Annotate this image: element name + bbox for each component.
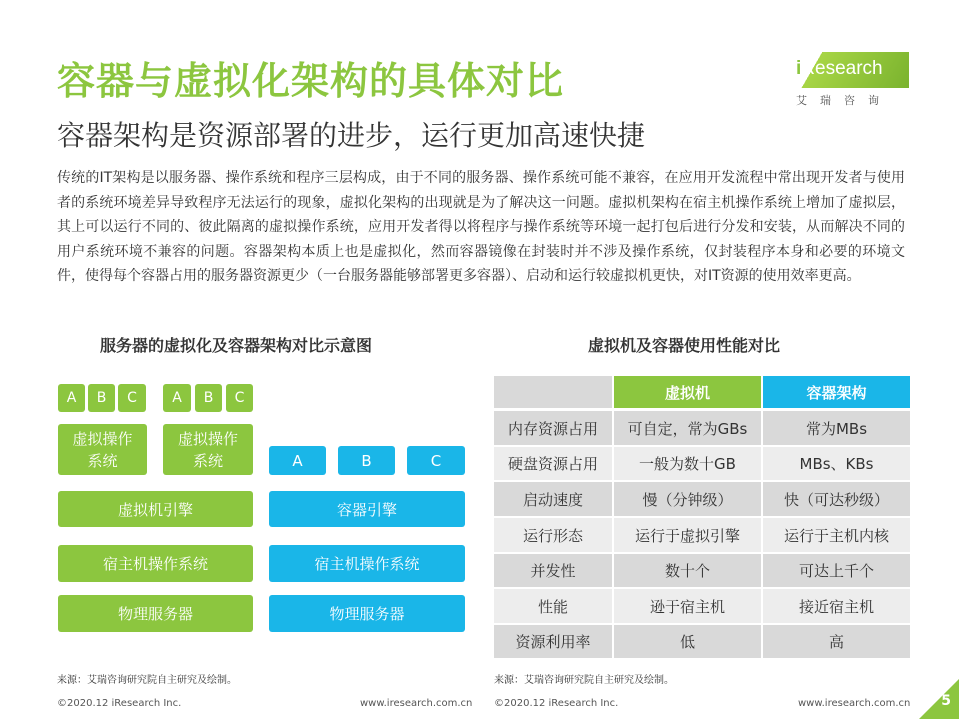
footer-copyright-right: ©2020.12 iResearch Inc. (494, 698, 619, 709)
table-cell: 接近宿主机 (763, 589, 910, 623)
table-cell: 逊于宿主机 (614, 589, 761, 623)
table-cell: 低 (614, 625, 761, 658)
iresearch-logo (792, 52, 920, 110)
table-title: 虚拟机及容器使用性能对比 (588, 336, 781, 355)
container-app-c: C (407, 446, 465, 475)
vm-engine: 虚拟机引擎 (58, 491, 253, 527)
vm-app-a-1: A (58, 384, 85, 412)
comparison-table (494, 376, 910, 658)
table-cell: 可达上千个 (763, 554, 910, 587)
table-cell: 内存资源占用 (494, 411, 612, 445)
container-engine: 容器引擎 (269, 491, 465, 527)
table-header-vm: 虚拟机 (614, 376, 761, 408)
table-header-container: 容器架构 (763, 376, 910, 408)
container-host-os: 宿主机操作系统 (269, 545, 465, 582)
vm-physical-server: 物理服务器 (58, 595, 253, 632)
container-app-b: B (338, 446, 395, 475)
vm-app-c-2: C (226, 384, 253, 412)
logo-chinese-name: 艾瑞咨询 (796, 94, 892, 107)
page-title: 容器与虚拟化架构的具体对比 (57, 59, 565, 103)
table-source: 来源：艾瑞咨询研究院自主研究及绘制。 (494, 675, 674, 686)
table-cell: 运行于虚拟引擎 (614, 518, 761, 552)
page-number: 5 (941, 693, 951, 709)
table-cell: 常为MBs (763, 411, 910, 445)
table-cell: 硬盘资源占用 (494, 447, 612, 480)
vm-app-a-2: A (163, 384, 191, 412)
intro-paragraph: 传统的IT架构是以服务器、操作系统和程序三层构成，由于不同的服务器、操作系统可能不兼容，在应用开发流程中常出现开发者与使用者的系统环境差异导致程序无法运行的现象，虚拟化架构的出现就是为了解决这一问题。虚拟机架构在宿主机操作系统上增加了虚拟层，其上可以运行不同的、彼此隔离的虚拟操作系统，应用开发者得以将程序与操作系统等环境一起打包后进行分发和安装，从而解决不同的用户系统环境不兼容的问题。容器架构本质上也是虚拟化，然而容器镜像在封装时并不涉及操作系统，仅封装程序本身和必要的环境文件，使得每个容器占用的服务器资源更少（一台服务器能够部署更多容器）、启动和运行较虚拟机更快，对IT资源的使用效率更高。 (57, 170, 905, 284)
vm-app-b-1: B (88, 384, 115, 412)
table-cell: 运行于主机内核 (763, 518, 910, 552)
vm-guest-os-2: 虚拟操作系统 (163, 424, 253, 475)
vm-guest-os-1: 虚拟操作系统 (58, 424, 147, 475)
table-cell: 可自定，常为GBs (614, 411, 761, 445)
footer-copyright-left: ©2020.12 iResearch Inc. (57, 698, 182, 709)
diagram-source: 来源：艾瑞咨询研究院自主研究及绘制。 (57, 675, 237, 686)
table-cell: 数十个 (614, 554, 761, 587)
footer-url-right[interactable]: www.iresearch.com.cn (798, 698, 911, 709)
page-subtitle: 容器架构是资源部署的进步，运行更加高速快捷 (57, 119, 646, 152)
vm-host-os: 宿主机操作系统 (58, 545, 253, 582)
page-corner-triangle (919, 679, 959, 719)
table-header-corner (494, 376, 612, 408)
table-cell: 运行形态 (494, 518, 612, 552)
container-physical-server: 物理服务器 (269, 595, 465, 632)
table-cell: 并发性 (494, 554, 612, 587)
table-cell: 资源利用率 (494, 625, 612, 658)
diagram-title: 服务器的虚拟化及容器架构对比示意图 (100, 336, 373, 355)
vm-app-b-2: B (195, 384, 222, 412)
footer-url-left[interactable]: www.iresearch.com.cn (360, 698, 473, 709)
table-cell: 高 (763, 625, 910, 658)
logo-wordmark: iResearch (796, 58, 883, 79)
vm-app-c-1: C (118, 384, 146, 412)
table-cell: 慢（分钟级） (614, 482, 761, 516)
table-cell: 快（可达秒级） (763, 482, 910, 516)
container-app-a: A (269, 446, 326, 475)
table-cell: 性能 (494, 589, 612, 623)
table-cell: MBs、KBs (763, 447, 910, 480)
table-cell: 一般为数十GB (614, 447, 761, 480)
table-cell: 启动速度 (494, 482, 612, 516)
